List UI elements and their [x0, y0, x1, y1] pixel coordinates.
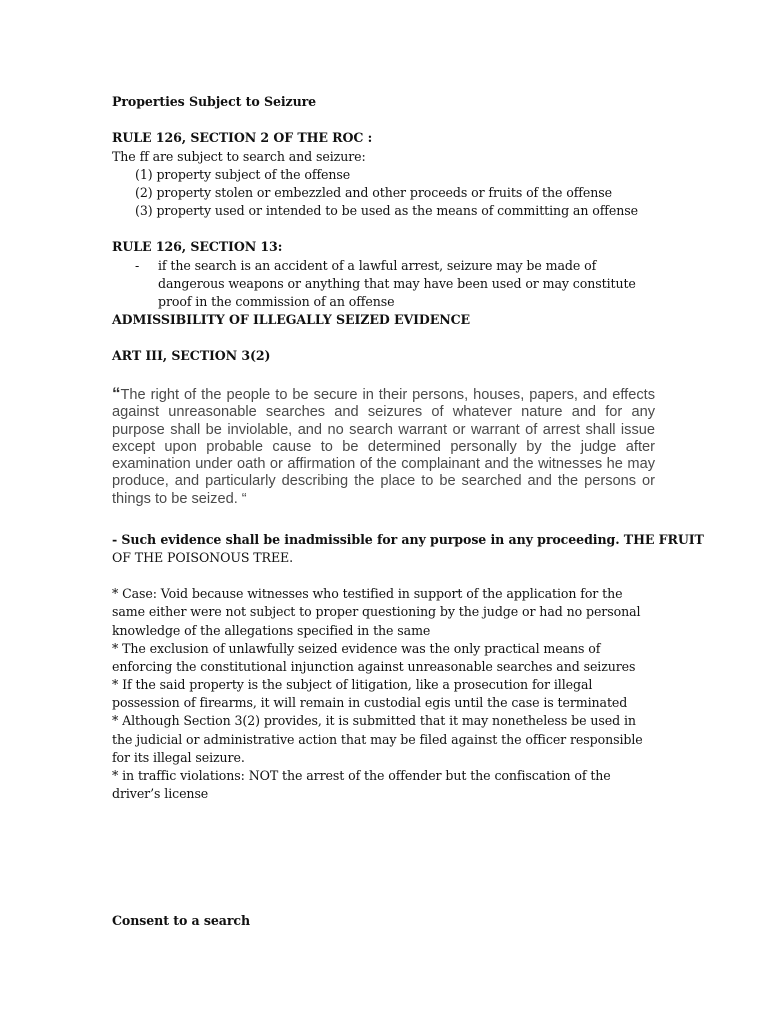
heading-properties-subject-to-seizure: Properties Subject to Seizure [112, 94, 317, 109]
note-line: * in traffic violations: NOT the arrest of the offender but the confiscation of the [112, 768, 611, 783]
note-line: * The exclusion of unlawfully seized evidence was the only practical means of [112, 641, 601, 656]
list-item-number: (3) [135, 203, 153, 218]
list-item [135, 166, 350, 184]
constitutional-quote [112, 385, 655, 508]
heading-art-iii-section-3-2: ART III, SECTION 3(2) [112, 348, 271, 363]
bullet-text-line: if the search is an accident of a lawful arrest, seizure may be made of [158, 258, 597, 273]
note-line: * If the said property is the subject of litigation, like a prosecution for illegal [112, 677, 593, 692]
heading-rule-126-section-13: RULE 126, SECTION 13: [112, 239, 283, 254]
note-line: same either were not subject to proper questioning by the judge or had no personal [112, 604, 641, 619]
note-line: knowledge of the allegations specified in the same [112, 623, 431, 638]
heading-admissibility: ADMISSIBILITY OF ILLEGALLY SEIZED EVIDENCE [112, 312, 471, 327]
rule-section-2-intro: The ff are subject to search and seizure: [112, 149, 366, 164]
inadmissible-line-2: OF THE POISONOUS TREE. [112, 550, 294, 565]
list-item [135, 202, 638, 220]
list-item-number: (1) [135, 167, 153, 182]
note-line: * Case: Void because witnesses who testified in support of the application for the [112, 586, 623, 601]
note-line: possession of firearms, it will remain in custodial egis until the case is terminated [112, 695, 628, 710]
note-line: for its illegal seizure. [112, 750, 245, 765]
note-line: the judicial or administrative action that may be filed against the officer responsible [112, 732, 643, 747]
note-line: * Although Section 3(2) provides, it is submitted that it may nonetheless be used in [112, 713, 636, 728]
list-item-text: property stolen or embezzled and other proceeds or fruits of the offense [156, 185, 612, 200]
bullet-text-line: dangerous weapons or anything that may have been used or may constitute [158, 276, 636, 291]
heading-rule-126-section-2: RULE 126, SECTION 2 OF THE ROC : [112, 130, 373, 145]
inadmissible-line-1: - Such evidence shall be inadmissible for any purpose in any proceeding. THE FRUIT [112, 532, 704, 547]
list-item [135, 184, 612, 202]
quote-open-mark: “ [112, 384, 121, 403]
note-line: enforcing the constitutional injunction against unreasonable searches and seizures [112, 659, 636, 674]
heading-consent-to-a-search: Consent to a search [112, 913, 251, 928]
list-item-text: property subject of the offense [156, 167, 351, 182]
list-item-number: (2) [135, 185, 153, 200]
note-line: driver’s license [112, 786, 209, 801]
quote-text: The right of the people to be secure in their persons, houses, papers, and effects against unreasonable searches and seizures of whatever nature and for any purpose shall be inviolable, and no search warrant or warrant of arrest shall issue except upon probable cause to be determined personally by the judge after examination under oath or affirmation of the complainant and the witnesses he may produce, and particularly describing the place to be searched and the persons or things to be seized. “ [112, 387, 655, 507]
bullet-text-line: proof in the commission of an offense [158, 294, 395, 309]
bullet-dash: - [135, 258, 140, 273]
list-item-text: property used or intended to be used as the means of committing an offense [156, 203, 638, 218]
